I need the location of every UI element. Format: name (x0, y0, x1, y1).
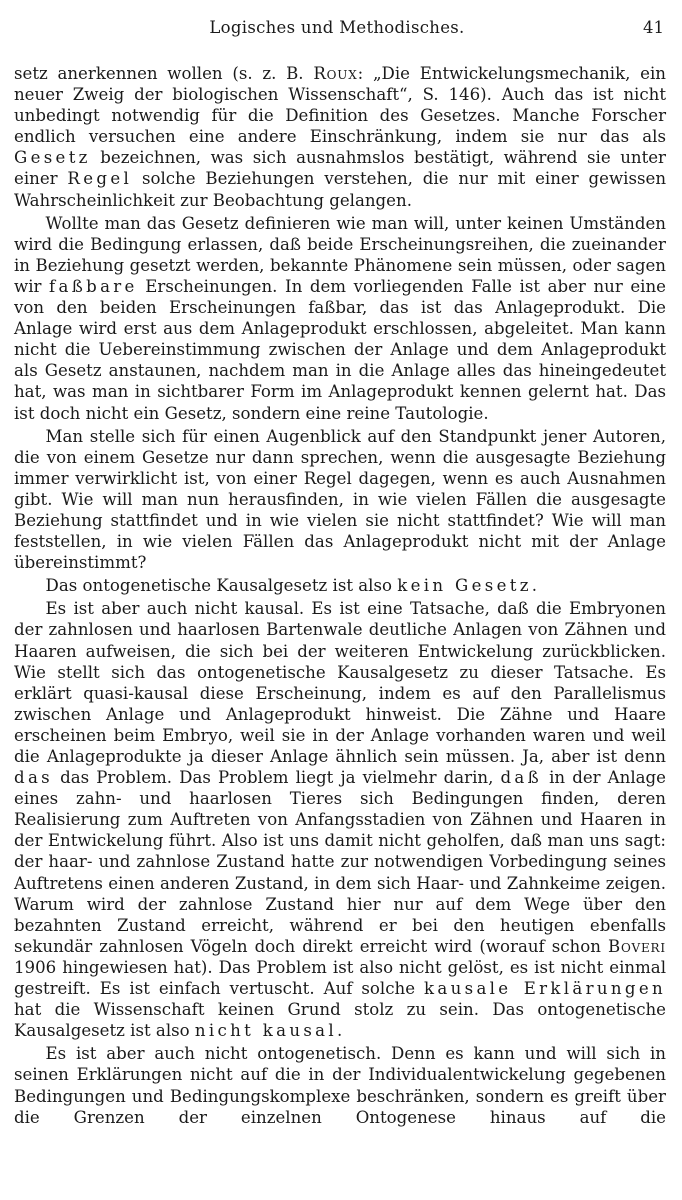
author-name: Boveri (607, 936, 666, 956)
paragraph (14, 426, 666, 574)
text-run: . (337, 1021, 343, 1041)
paragraph (14, 63, 666, 211)
spaced-emphasis: Regel (67, 169, 133, 189)
text-run: setz anerkennen wollen (s. z. B. (14, 64, 314, 83)
text-run: . (531, 576, 538, 596)
text-run: das Problem. Das Problem liegt ja vielmehr darin, (53, 768, 501, 788)
spaced-emphasis: daß (500, 768, 543, 788)
text-run: hat die Wissenschaft keinen Grund stolz zu sein. Das ontogenetische Kausalgesetz ist also (14, 1000, 666, 1041)
text-run: 1906 hingewiesen hat). Das Problem ist also nicht gelöst, es ist nicht einmal gestreift. Es ist einfach vertuscht. Auf solche (14, 957, 666, 999)
text-run: in der Anlage eines zahn- und haarlosen Tieres sich Bedingungen finden, deren Realisierung zum Auftreten von Anfangsstadien von Zähnen und Haaren in der Entwickelung führt. Also ist uns damit nicht geholfen, daß man uns sagt: der haar- und zahnlose Zustand hatte zur notwendigen Vorbedingung seines Auftretens einen anderen Zustand, in dem sich Haar- und Zahnkeime zeigen. Warum wird der zahnlose Zustand hier nur auf dem Wege über den bezahnten Zustand erreicht, während er bei den heutigen ebenfalls sekundär zahnlosen Vögeln doch direkt erreicht wird (worauf schon (14, 768, 666, 956)
spaced-emphasis: Gesetz (14, 148, 91, 168)
text-run: Man stelle sich für einen Augenblick auf den Standpunkt jener Autoren, die von einem Gesetze nur dann sprechen, wenn die ausgesagte Beziehung immer verwirklicht ist, von einer Regel dagegen, wenn es auch Ausnahmen gibt. Wie will man nun herausfinden, in wie vielen Fällen die ausgesagte Beziehung stattfindet und in wie vielen sie nicht stattfindet? Wie will man feststellen, in wie vielen Fällen das Anlageprodukt nicht mit der Anlage übereinstimmt? (14, 426, 666, 573)
spaced-emphasis: faßbare (49, 276, 138, 296)
running-title: Logisches und Methodisches. (209, 18, 465, 37)
paragraph (14, 1043, 666, 1127)
text-run: Es ist aber auch nicht ontogenetisch. Denn es kann und will sich in seinen Erklärungen nicht auf die in der Individualentwickelung gegebenen Bedingungen und Bedingungskomplexe beschränken, sondern es greift über die Grenzen der einzelnen Ontogenese hinaus auf die (14, 1044, 666, 1127)
body-text (14, 63, 666, 1128)
text-run: Das ontogenetische Kausalgesetz ist also (45, 576, 398, 596)
spaced-emphasis: nicht kausal (194, 1021, 338, 1041)
author-name: Roux (313, 64, 358, 83)
text-run: Erscheinungen. In dem vorliegenden Falle ist aber nur eine von den beiden Erscheinungen faßbar, das ist das Anlageprodukt. Die Anlage wird erst aus dem Anlageprodukt erschlossen, abgeleitet. Man kann nicht die Uebereinstimmung zwischen der Anlage und dem Anlageprodukt als Gesetz anstaunen, nachdem man in die Anlage alles das hineingedeutet hat, was man in sichtbarer Form im Anlageprodukt kennen gelernt hat. Das ist doch nicht ein Gesetz, sondern eine reine Tautologie. (14, 276, 666, 423)
spaced-emphasis: kausale Erklärungen (424, 979, 666, 999)
page-number: 41 (643, 18, 664, 37)
paragraph (14, 213, 666, 424)
text-run: Wollte man das Gesetz definieren wie man will, unter keinen Umständen wird die Bedingung erlassen, daß beide Erscheinungsreihen, die zueinander in Beziehung gesetzt werden, bekannte Phänomene sein müssen, oder sagen wir (14, 213, 666, 296)
text-run: : „Die Entwickelungsmechanik, ein neuer Zweig der biologischen Wissenschaft“, S. 146). Auch das ist nicht unbedingt notwendig für die Definition des Gesetzes. Manche Forscher endlich versuchen eine andere Einschränkung, indem sie nur das als (14, 64, 666, 147)
page-header (10, 18, 664, 44)
paragraph (14, 575, 666, 596)
text-run: Es ist aber auch nicht kausal. Es ist eine Tatsache, daß die Embryonen der zahnlosen und haarlosen Bartenwale deutliche Anlagen von Zähnen und Haaren aufweisen, die sich bei der weiteren Entwickelung zurückblicken. Wie stellt sich das ontogenetische Kausalgesetz zu dieser Tatsache. Es erklärt quasi-kausal diese Erscheinung, indem es auf den Parallelismus zwischen Anlage und Anlageprodukt hinweist. Die Zähne und Haare erscheinen beim Embryo, weil sie in der Anlage vorhanden waren und weil die Anlageprodukte ja dieser Anlage ähnlich sein müssen. Ja, aber ist denn (14, 599, 666, 766)
text-run: solche Beziehungen verstehen, die nur mit einer gewissen Wahrscheinlichkeit zur Beobachtung gelangen. (14, 169, 667, 210)
spaced-emphasis: kein Gesetz (397, 576, 532, 596)
spaced-emphasis: das (14, 768, 53, 788)
text-run: bezeichnen, was sich ausnahmslos bestätigt, während sie unter einer (14, 148, 666, 189)
paragraph (14, 598, 666, 1041)
